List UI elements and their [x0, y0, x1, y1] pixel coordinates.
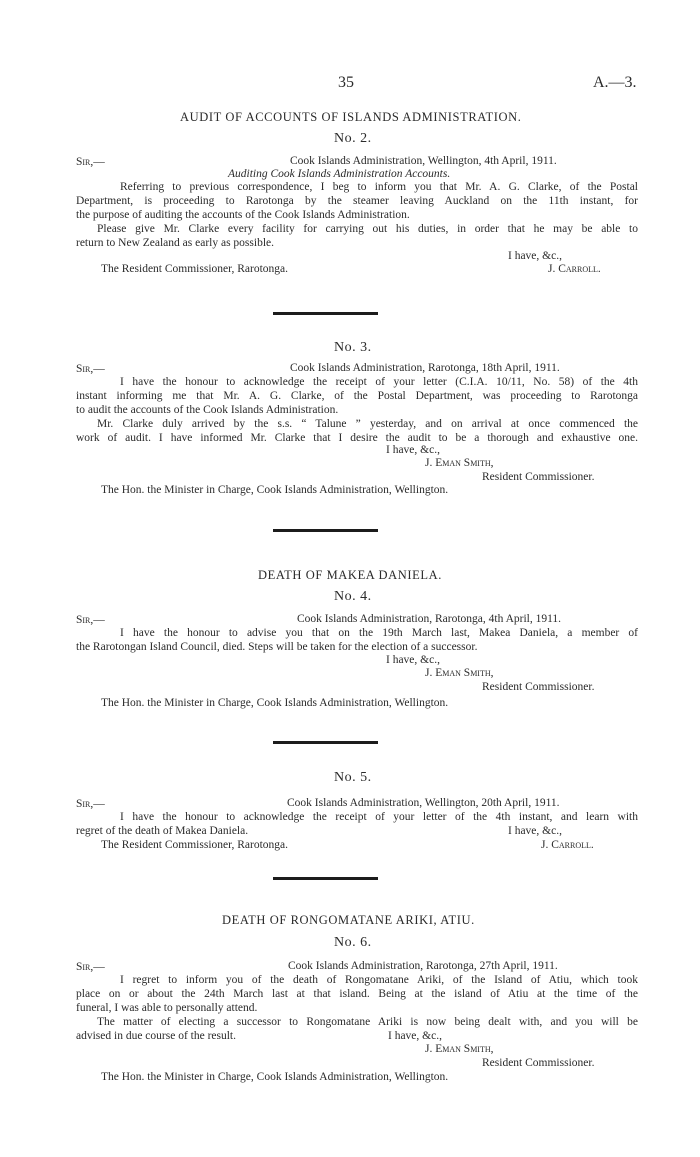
section-divider: [273, 877, 378, 880]
document-reference: A.—3.: [593, 74, 637, 91]
letter-number: No. 4.: [334, 589, 372, 604]
letter-addressee: The Resident Commissioner, Rarotonga.: [101, 263, 289, 275]
letter-number: No. 2.: [334, 131, 372, 146]
letter-line: the Rarotongan Island Council, died. Steps will be taken for the election of a successor.: [76, 641, 478, 653]
letter-closing: I have, &c.,: [508, 825, 562, 837]
salutation: Sir,—: [76, 961, 105, 973]
page-number: 35: [338, 74, 354, 91]
letter-line: return to New Zealand as early as possible.: [76, 237, 274, 249]
letter-address: Cook Islands Administration, Rarotonga, 27th April, 1911.: [288, 960, 558, 972]
signature-title: Resident Commissioner.: [482, 471, 595, 483]
letter-address: Cook Islands Administration, Rarotonga, 18th April, 1911.: [290, 362, 560, 374]
letter-line: advised in due course of the result.: [76, 1030, 236, 1042]
letter-number: No. 6.: [334, 935, 372, 950]
letter-line: Please give Mr. Clarke every facility for carrying out his duties, in order that he may be able to: [97, 223, 638, 235]
salutation: Sir,—: [76, 363, 105, 375]
section-title: DEATH OF RONGOMATANE ARIKI, ATIU.: [222, 913, 475, 927]
letter-closing: I have, &c.,: [386, 444, 440, 456]
letter-signature: J. Eman Smith,: [425, 1043, 494, 1055]
letter-signature: J. Carroll.: [541, 839, 594, 851]
salutation: Sir,—: [76, 156, 105, 168]
letter-line: Referring to previous correspondence, I beg to inform you that Mr. A. G. Clarke, of the Postal: [120, 181, 638, 193]
letter-addressee: The Hon. the Minister in Charge, Cook Islands Administration, Wellington.: [101, 484, 449, 496]
letter-signature: J. Eman Smith,: [425, 667, 494, 679]
section-title: DEATH OF MAKEA DANIELA.: [258, 568, 442, 582]
letter-number: No. 5.: [334, 770, 372, 785]
letter-addressee: The Hon. the Minister in Charge, Cook Islands Administration, Wellington.: [101, 1071, 449, 1083]
letter-number: No. 3.: [334, 340, 372, 355]
salutation: Sir,—: [76, 798, 105, 810]
letter-line: I have the honour to acknowledge the receipt of your letter (C.I.A. 10/11, No. 58) of the 4th: [120, 376, 638, 388]
salutation: Sir,—: [76, 614, 105, 626]
letter-closing: I have, &c.,: [386, 654, 440, 666]
letter-line: work of audit. I have informed Mr. Clarke that I desire the audit to be a thorough and exhaustive one.: [76, 432, 638, 444]
section-divider: [273, 529, 378, 532]
letter-line: regret of the death of Makea Daniela.: [76, 825, 249, 837]
letter-line: I have the honour to advise you that on the 19th March last, Makea Daniela, a member of: [120, 627, 638, 639]
letter-line: I have the honour to acknowledge the receipt of your letter of the 4th instant, and learn with: [120, 811, 638, 823]
page-title: AUDIT OF ACCOUNTS OF ISLANDS ADMINISTRATION.: [180, 110, 522, 124]
letter-address: Cook Islands Administration, Wellington, 4th April, 1911.: [290, 155, 557, 167]
letter-signature: J. Eman Smith,: [425, 457, 494, 469]
letter-addressee: The Hon. the Minister in Charge, Cook Islands Administration, Wellington.: [101, 697, 449, 709]
letter-line: place on or about the 24th March last at that island. Being at the island of Atiu at the time of the: [76, 988, 638, 1000]
letter-address: Cook Islands Administration, Wellington, 20th April, 1911.: [287, 797, 560, 809]
letter-line: instant informing me that Mr. A. G. Clarke, of the Postal Department, was proceeding to Rarotonga: [76, 390, 638, 402]
letter-closing: I have, &c.,: [508, 250, 562, 262]
letter-subject: Auditing Cook Islands Administration Accounts.: [228, 168, 451, 180]
letter-line: The matter of electing a successor to Rongomatane Ariki is now being dealt with, and you will be: [97, 1016, 638, 1028]
section-divider: [273, 741, 378, 744]
letter-line: Mr. Clarke duly arrived by the s.s. “ Talune ” yesterday, and on arrival at once commenced the: [97, 418, 638, 430]
letter-address: Cook Islands Administration, Rarotonga, 4th April, 1911.: [297, 613, 562, 625]
letter-addressee: The Resident Commissioner, Rarotonga.: [101, 839, 289, 851]
letter-line: the purpose of auditing the accounts of the Cook Islands Administration.: [76, 209, 410, 221]
section-divider: [273, 312, 378, 315]
letter-line: Department, is proceeding to Rarotonga by the steamer leaving Auckland on the 11th instant, for: [76, 195, 638, 207]
letter-line: I regret to inform you of the death of Rongomatane Ariki, of the Island of Atiu, which took: [120, 974, 638, 986]
letter-line: funeral, I was able to personally attend.: [76, 1002, 258, 1014]
letter-signature: J. Carroll.: [548, 263, 601, 275]
letter-line: to audit the accounts of the Cook Islands Administration.: [76, 404, 339, 416]
signature-title: Resident Commissioner.: [482, 1057, 595, 1069]
letter-closing: I have, &c.,: [388, 1030, 442, 1042]
signature-title: Resident Commissioner.: [482, 681, 595, 693]
